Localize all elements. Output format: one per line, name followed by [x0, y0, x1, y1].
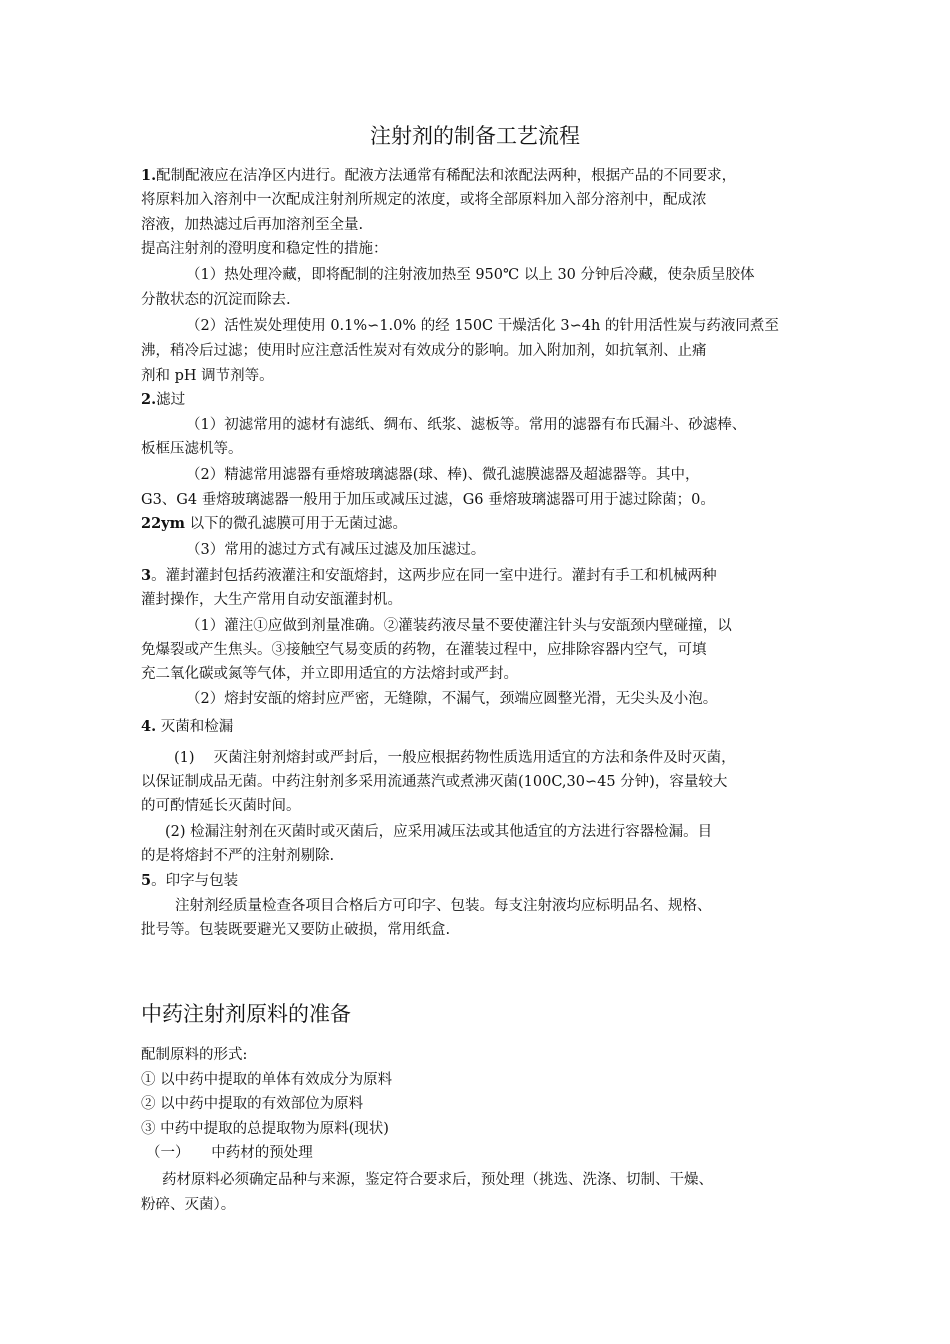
- paragraph-line: 药材原料必须确定品种与来源，鉴定符合要求后，预处理（挑选、洗涤、切制、干燥、: [162, 1172, 713, 1188]
- paragraph-line: 的是将熔封不严的注射剂剔除.: [141, 848, 335, 864]
- paragraph-line: （1）热处理冷藏，即将配制的注射液加热至 950℃ 以上 30 分钟后冷藏，使杂质呈胶体: [186, 267, 755, 283]
- paragraph-line: 溶液，加热滤过后再加溶剂至全量.: [141, 217, 364, 233]
- section-number: 3: [141, 567, 152, 584]
- paragraph-line: （1）初滤常用的滤材有滤纸、绸布、纸浆、滤板等。常用的滤器有布氏漏斗、砂滤棒、: [186, 417, 747, 433]
- list-item: ③ 中药中提取的总提取物为原料(现状): [141, 1121, 389, 1137]
- paragraph-line: 1.配制配液应在洁净区内进行。配液方法通常有稀配法和浓配法两种，根据产品的不同要求，: [141, 167, 737, 184]
- paragraph-line: （2）熔封安瓿的熔封应严密，无缝隙，不漏气，颈端应圆整光滑，无尖头及小泡。: [186, 691, 718, 707]
- paragraph-line: 的可酌情延长灭菌时间。: [141, 798, 301, 814]
- paragraph-line: （3）常用的滤过方式有减压过滤及加压滤过。: [186, 542, 486, 558]
- list-item: ① 以中药中提取的单体有效成分为原料: [141, 1072, 393, 1088]
- page-title: 注射剂的制备工艺流程: [370, 124, 580, 148]
- paragraph-line: 提高注射剂的澄明度和稳定性的措施：: [141, 241, 388, 257]
- paragraph-line: 免爆裂或产生焦头。③接触空气易变质的药物，在灌装过程中，应排除容器内空气，可填: [141, 642, 707, 658]
- paragraph-line: 注射剂经质量检查各项目合格后方可印字、包装。每支注射液均应标明品名、规格、: [175, 898, 712, 914]
- paragraph-line: 将原料加入溶剂中一次配成注射剂所规定的浓度，或将全部原料加入部分溶剂中，配成浓: [141, 192, 707, 208]
- section-number: 5: [141, 872, 152, 889]
- paragraph-line: 充二氧化碳或氮等气体，并立即用适宜的方法熔封或严封。: [141, 666, 518, 682]
- paragraph-line: (1) 灭菌注射剂熔封或严封后，一般应根据药物性质选用适宜的方法和条件及时灭菌，: [174, 750, 736, 766]
- paragraph-line: (2) 检漏注射剂在灭菌时或灭菌后，应采用减压法或其他适宜的方法进行容器检漏。目: [165, 824, 713, 840]
- paragraph-line: 以保证制成品无菌。中药注射剂多采用流通蒸汽或煮沸灭菌(100C,30∽45 分钟)，容量较大: [141, 774, 728, 790]
- section-heading: 3。灌封灌封包括药液灌注和安瓿熔封，这两步应在同一室中进行。灌封有手工和机械两种: [141, 567, 717, 584]
- section-number: 1.: [141, 167, 157, 184]
- section-heading: 4. 灭菌和检漏: [141, 718, 234, 735]
- paragraph-line: 批号等。包装既要避光又要防止破损，常用纸盒.: [141, 922, 451, 938]
- paragraph-line: 配制原料的形式:: [141, 1047, 248, 1063]
- paragraph-line: 剂和 pH 调节剂等。: [141, 368, 274, 384]
- list-item: ② 以中药中提取的有效部位为原料: [141, 1096, 364, 1112]
- paragraph-line: 灌封操作，大生产常用自动安瓿灌封机。: [141, 592, 402, 608]
- section-2-heading: 中药注射剂原料的准备: [141, 1002, 351, 1026]
- subsection-heading: （一） 中药材的预处理: [146, 1145, 313, 1161]
- paragraph-line: （2）活性炭处理使用 0.1%∽1.0% 的经 150C 干燥活化 3∽4h 的针用活性炭与药液同煮至: [186, 318, 779, 334]
- paragraph-line: 分散状态的沉淀而除去.: [141, 292, 291, 308]
- paragraph-line: 22ym 以下的微孔滤膜可用于无菌过滤。: [141, 515, 408, 532]
- paragraph-line: 沸，稍冷后过滤；使用时应注意活性炭对有效成分的影响。加入附加剂，如抗氧剂、止痛: [141, 343, 707, 359]
- section-heading: 2.滤过: [141, 391, 186, 408]
- section-number: 22ym: [141, 515, 185, 532]
- paragraph-line: G3、G4 垂熔玻璃滤器一般用于加压或减压过滤，G6 垂熔玻璃滤器可用于滤过除菌；0。: [141, 492, 715, 508]
- paragraph-line: 粉碎、灭菌）。: [141, 1197, 236, 1213]
- section-number: 4.: [141, 718, 157, 735]
- paragraph-line: 板框压滤机等。: [141, 441, 243, 457]
- section-number: 2.: [141, 391, 157, 408]
- paragraph-line: （1）灌注①应做到剂量准确。②灌装药液尽量不要使灌注针头与安瓿颈内壁碰撞，以: [186, 618, 732, 634]
- paragraph-line: （2）精滤常用滤器有垂熔玻璃滤器(球、棒)、微孔滤膜滤器及超滤器等。其中，: [186, 467, 700, 483]
- section-heading: 5。印字与包装: [141, 872, 239, 889]
